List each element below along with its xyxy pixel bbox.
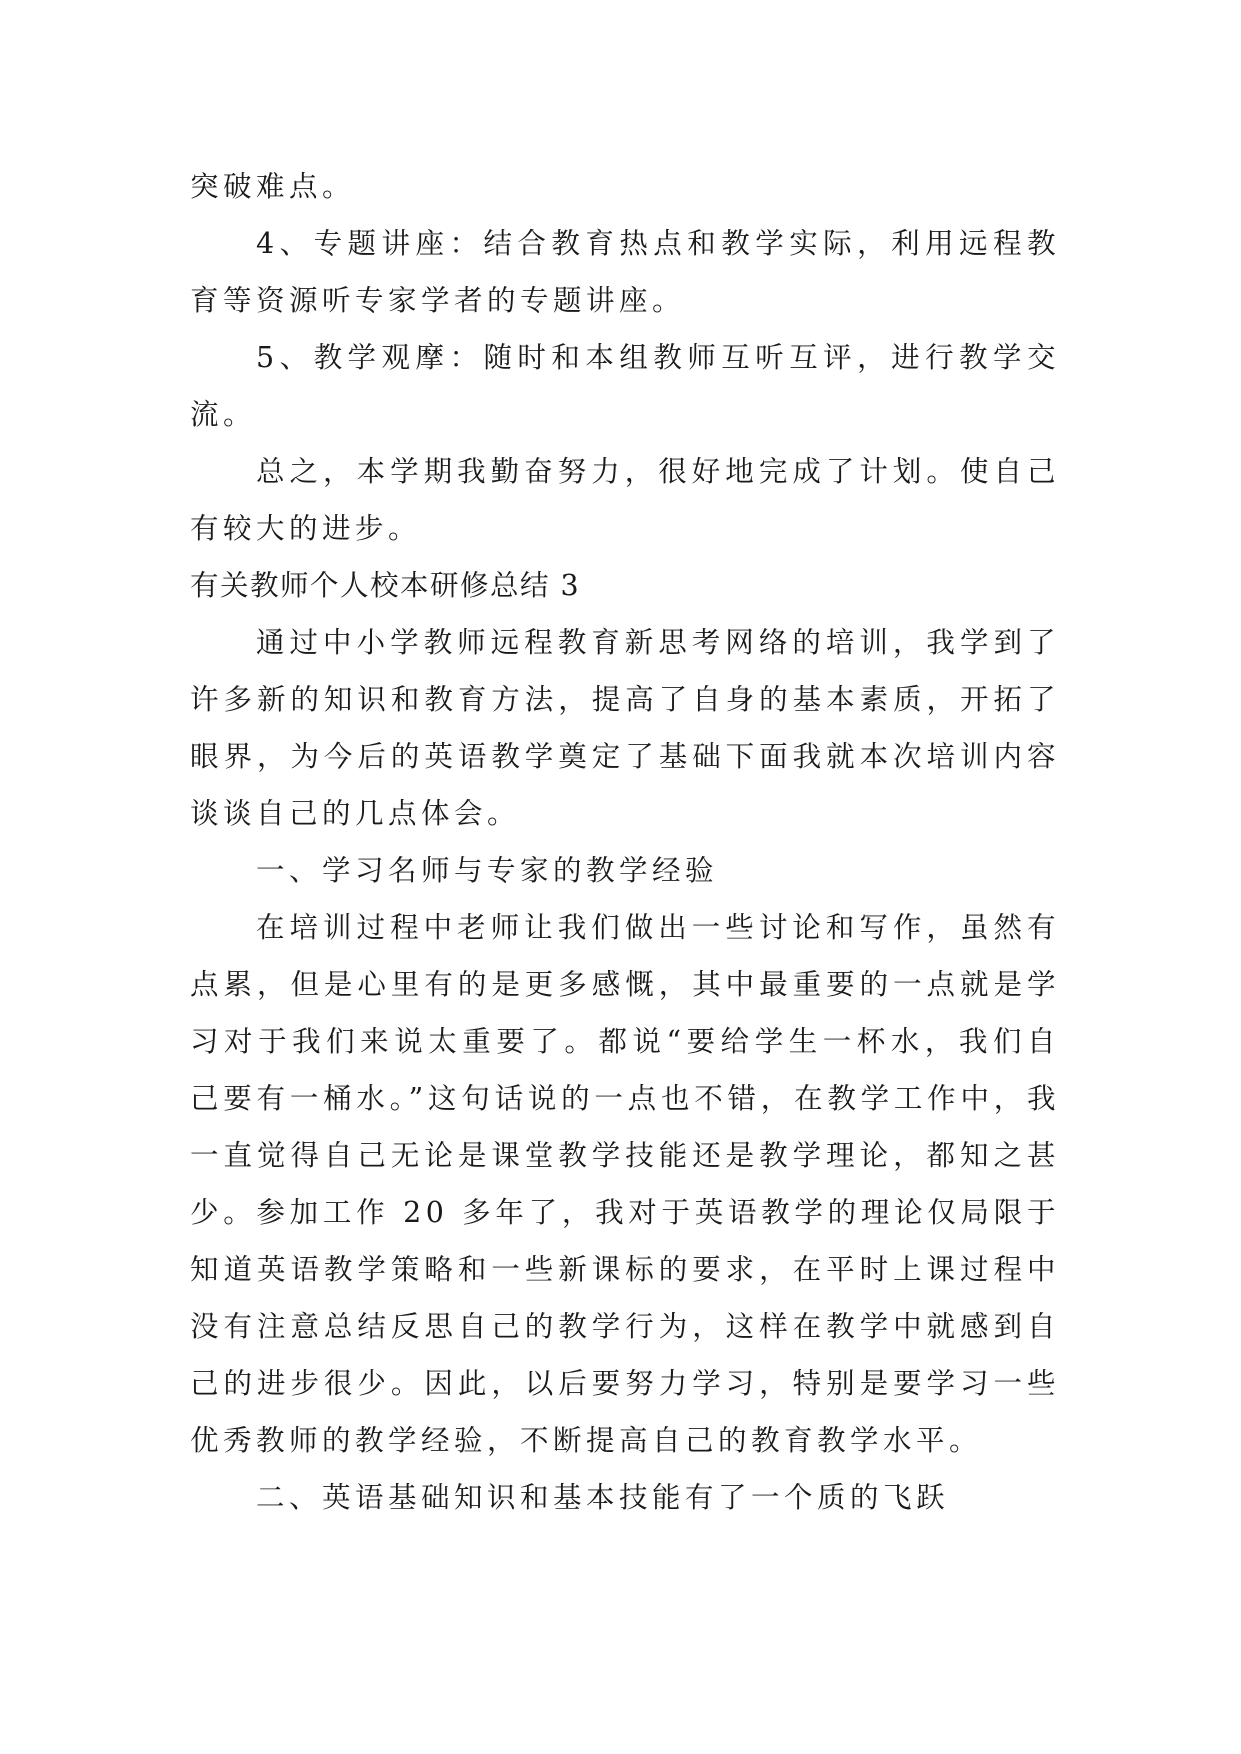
paragraph-summary: 总之，本学期我勤奋努力，很好地完成了计划。使自己有较大的进步。	[190, 455, 1060, 545]
subheading-one: 一、学习名师与专家的教学经验	[256, 854, 719, 887]
paragraph-item-4: 4、专题讲座：结合教育热点和教学实际，利用远程教育等资源听专家学者的专题讲座。	[190, 227, 1060, 317]
section-heading: 有关教师个人校本研修总结 3	[190, 569, 581, 602]
document-body	[190, 158, 1060, 1526]
subheading-two: 二、英语基础知识和基本技能有了一个质的飞跃	[256, 1481, 950, 1514]
paragraph-continuation: 突破难点。	[190, 170, 356, 203]
paragraph-item-5: 5、教学观摩：随时和本组教师互听互评，进行教学交流。	[190, 341, 1060, 431]
paragraph-intro: 通过中小学教师远程教育新思考网络的培训，我学到了许多新的知识和教育方法，提高了自身的基本素质，开拓了眼界，为今后的英语教学奠定了基础下面我就本次培训内容谈谈自己的几点体会。	[190, 626, 1060, 830]
paragraph-body: 在培训过程中老师让我们做出一些讨论和写作，虽然有点累，但是心里有的是更多感慨，其中最重要的一点就是学习对于我们来说太重要了。都说“要给学生一杯水，我们自己要有一桶水。”这句话说的一点也不错，在教学工作中，我一直觉得自己无论是课堂教学技能还是教学理论，都知之甚少。参加工作 20 多年了，我对于英语教学的理论仅局限于知道英语教学策略和一些新课标的要求，在平时上课过程中没有注意总结反思自己的教学行为，这样在教学中就感到自己的进步很少。因此，以后要努力学习，特别是要学习一些优秀教师的教学经验，不断提高自己的教育教学水平。	[190, 911, 1060, 1457]
